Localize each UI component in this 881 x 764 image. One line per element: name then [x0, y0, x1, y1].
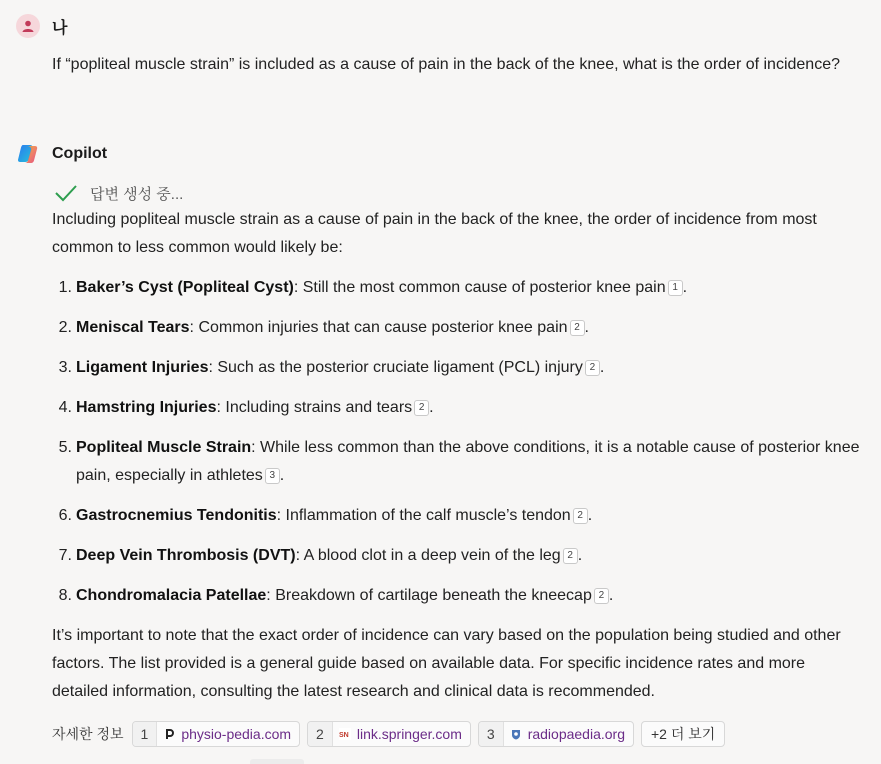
citation-badge[interactable]: 2: [573, 508, 588, 524]
cause-list-item: [52, 542, 862, 570]
item-number: 8.: [58, 587, 72, 604]
source-name: physio-pedia.com: [181, 726, 292, 742]
item-term: Hamstring Injuries: [76, 399, 217, 416]
item-body: [76, 274, 862, 302]
item-number: 4.: [58, 399, 72, 416]
item-description: : Inflammation of the calf muscle’s tendon: [276, 507, 571, 524]
item-end: .: [429, 399, 434, 416]
cause-list-item: [52, 274, 862, 302]
svg-text:SN: SN: [338, 732, 349, 739]
item-description: : A blood clot in a deep vein of the leg: [295, 547, 561, 564]
item-number: 2.: [58, 319, 72, 336]
cause-list-item: [52, 434, 862, 490]
copilot-answer: [52, 206, 862, 706]
source-number: 1: [133, 722, 158, 746]
copilot-name: Copilot: [52, 145, 108, 162]
item-number: 6.: [58, 507, 72, 524]
item-term: Ligament Injuries: [76, 359, 209, 376]
source-name: link.springer.com: [356, 726, 462, 742]
item-end: .: [608, 587, 614, 604]
more-sources-button[interactable]: +2 더 보기: [641, 721, 725, 747]
cause-list-item: [52, 354, 862, 382]
physiopedia-icon: [163, 728, 175, 740]
item-end: .: [682, 279, 688, 296]
cause-list-item: [52, 314, 862, 342]
item-end: .: [599, 359, 605, 376]
item-term: Chondromalacia Patellae: [76, 587, 267, 604]
item-description: : Still the most common cause of posterior knee pain: [293, 279, 666, 296]
citation-badge[interactable]: 1: [668, 280, 683, 296]
status-text: 답변 생성 중...: [90, 185, 184, 203]
item-end: .: [577, 547, 583, 564]
cause-list-item: [52, 394, 862, 422]
item-term: Baker’s Cyst (Popliteal Cyst): [76, 279, 294, 296]
source-number: 3: [479, 722, 504, 746]
source-chip-1[interactable]: [132, 721, 301, 747]
item-end: .: [587, 507, 593, 524]
user-message-text: If “popliteal muscle strain” is included as a cause of pain in the back of the knee, what is the order of incidence?: [52, 56, 840, 73]
answer-intro: Including popliteal muscle strain as a cause of pain in the back of the knee, the order of incidence from most common to less common would likely be:: [52, 211, 817, 256]
item-body: [76, 542, 862, 570]
item-description: : Breakdown of cartilage beneath the kneecap: [266, 587, 592, 604]
item-body: [76, 314, 862, 342]
item-body: [76, 434, 862, 490]
item-description: : While less common than the above conditions, it is a notable cause of posterior knee pain, especially in athletes: [76, 439, 860, 484]
copilot-message-header: [16, 142, 107, 166]
citation-badge[interactable]: 3: [265, 468, 280, 484]
citation-badge[interactable]: 2: [414, 400, 429, 416]
copilot-logo-icon: [16, 142, 40, 166]
item-number: 3.: [58, 359, 72, 376]
item-term: Meniscal Tears: [76, 319, 190, 336]
cause-list-item: [52, 582, 862, 610]
radiopaedia-icon: [510, 728, 522, 740]
item-number: 5.: [58, 439, 72, 456]
user-message-header: [16, 14, 67, 38]
item-body: [76, 354, 862, 382]
item-term: Deep Vein Thrombosis (DVT): [76, 547, 296, 564]
item-number: 1.: [58, 279, 72, 296]
item-end: .: [279, 467, 285, 484]
user-name: 나: [52, 19, 68, 37]
source-name: radiopaedia.org: [527, 726, 625, 742]
item-description: : Including strains and tears: [216, 399, 413, 416]
citation-badge[interactable]: 2: [585, 360, 600, 376]
item-description: : Such as the posterior cruciate ligament (PCL) injury: [208, 359, 583, 376]
user-avatar: [16, 14, 40, 38]
next-element-edge: [250, 759, 304, 764]
item-number: 7.: [58, 547, 72, 564]
source-number: 2: [308, 722, 333, 746]
source-chip-2[interactable]: [307, 721, 471, 747]
item-body: [76, 582, 862, 610]
item-term: Gastrocnemius Tendonitis: [76, 507, 277, 524]
cause-list: [52, 274, 862, 610]
user-person-icon: [21, 19, 35, 33]
item-term: Popliteal Muscle Strain: [76, 439, 252, 456]
item-body: [76, 502, 862, 530]
citation-badge[interactable]: 2: [594, 588, 609, 604]
cause-list-item: [52, 502, 862, 530]
item-end: .: [584, 319, 589, 336]
sources-label: 자세한 정보: [52, 726, 124, 742]
citation-badge[interactable]: 2: [563, 548, 578, 564]
checkmark-icon: [54, 181, 78, 205]
sources-bar: [52, 721, 725, 747]
generation-status: [54, 181, 183, 205]
item-description: : Common injuries that can cause posterior knee pain: [189, 319, 568, 336]
answer-outro: It’s important to note that the exact order of incidence can vary based on the population being studied and other factors. The list provided is a general guide based on available data. For specific incidence rates and more detailed information, consulting the latest research and clinical data is recommended.: [52, 627, 841, 700]
citation-badge[interactable]: 2: [570, 320, 585, 336]
source-chip-3[interactable]: [478, 721, 634, 747]
springer-icon: [339, 728, 351, 740]
item-body: [76, 394, 862, 422]
